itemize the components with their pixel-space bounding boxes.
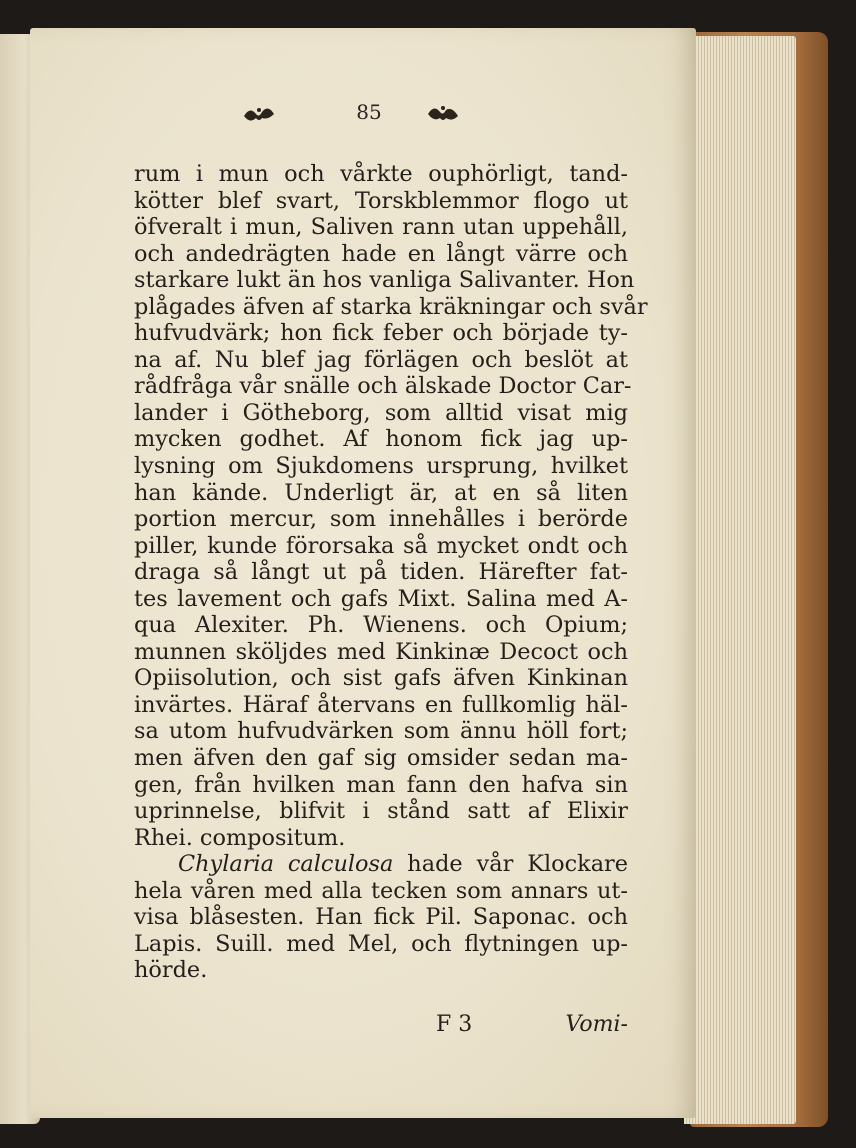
text-line: rum i mun och vårkte ouphörligt, tand- — [134, 161, 628, 187]
text-line: hufvudvärk; hon fick feber och började ty- — [134, 320, 628, 347]
text-line: invärtes. Häraf återvans en fullkomlig häl- — [134, 691, 628, 718]
text-line: uprinnelse, blifvit i stånd satt af Elixir — [134, 798, 628, 825]
body-text — [134, 161, 648, 984]
text-line: portion mercur, som innehålles i berörde — [134, 506, 628, 533]
text-line: na af. Nu blef jag förlägen och beslöt at — [134, 346, 628, 373]
signature-mark: F 3 — [436, 1012, 473, 1037]
text-line: tes lavement och gafs Mixt. Salina med A- — [134, 585, 628, 612]
book — [0, 22, 830, 1132]
text-line: starkare lukt än hos vanliga Salivanter. Hon — [134, 267, 635, 294]
italic-term: Chylaria calculosa — [178, 851, 394, 878]
book-page — [30, 28, 696, 1118]
text-line: visa blåsesten. Han fick Pil. Saponac. och — [134, 904, 628, 931]
text-line: Lapis. Suill. med Mel, och flytningen up- — [134, 930, 628, 957]
text-line: lander i Götheborg, som alltid visat mig — [134, 399, 628, 426]
left-ornament-icon — [242, 104, 276, 124]
text-line: han kände. Underligt är, at en så liten — [134, 479, 628, 506]
text-fragment: hade vår Klockare — [407, 851, 628, 878]
text-line: men äfven den gaf sig omsider sedan ma- — [134, 745, 628, 772]
page-edges — [684, 36, 796, 1124]
text-line: qua Alexiter. Ph. Wienens. och Opium; — [134, 612, 628, 639]
text-line: sa utom hufvudvärken som ännu höll fort; — [134, 718, 628, 745]
text-line: rådfråga vår snälle och älskade Doctor Car- — [134, 373, 632, 400]
text-line: mycken godhet. Af honom fick jag up- — [134, 426, 628, 453]
text-line: plågades äfven af starka kräkningar och svår — [134, 293, 648, 320]
text-line: gen, från hvilken man fann den hafva sin — [134, 771, 628, 798]
text-line: Opiisolution, och sist gafs äfven Kinkinan — [134, 665, 628, 692]
text-line: lysning om Sjukdomens ursprung, hvilket — [134, 453, 628, 480]
catchword: Vomi- — [565, 1012, 628, 1037]
text-line: öfveralt i mun, Saliven rann utan uppehåll, — [134, 214, 628, 241]
page-header — [242, 100, 502, 130]
page-number: 85 — [356, 100, 382, 124]
right-ornament-icon — [426, 104, 460, 124]
text-line: piller, kunde förorsaka så mycket ondt och — [134, 532, 628, 559]
text-line: draga så långt ut på tiden. Härefter fat- — [134, 559, 628, 586]
text-line: hörde. — [134, 957, 208, 984]
text-line: hela våren med alla tecken som annars ut- — [134, 877, 628, 904]
paragraph-start — [134, 851, 628, 878]
text-line: och andedrägten hade en långt värre och — [134, 240, 628, 267]
text-line: munnen sköljdes med Kinkinæ Decoct och — [134, 638, 628, 665]
text-line: kötter blef svart, Torskblemmor flogo ut — [134, 187, 628, 214]
text-line: Rhei. compositum. — [134, 824, 346, 851]
page-footer — [134, 1012, 628, 1042]
